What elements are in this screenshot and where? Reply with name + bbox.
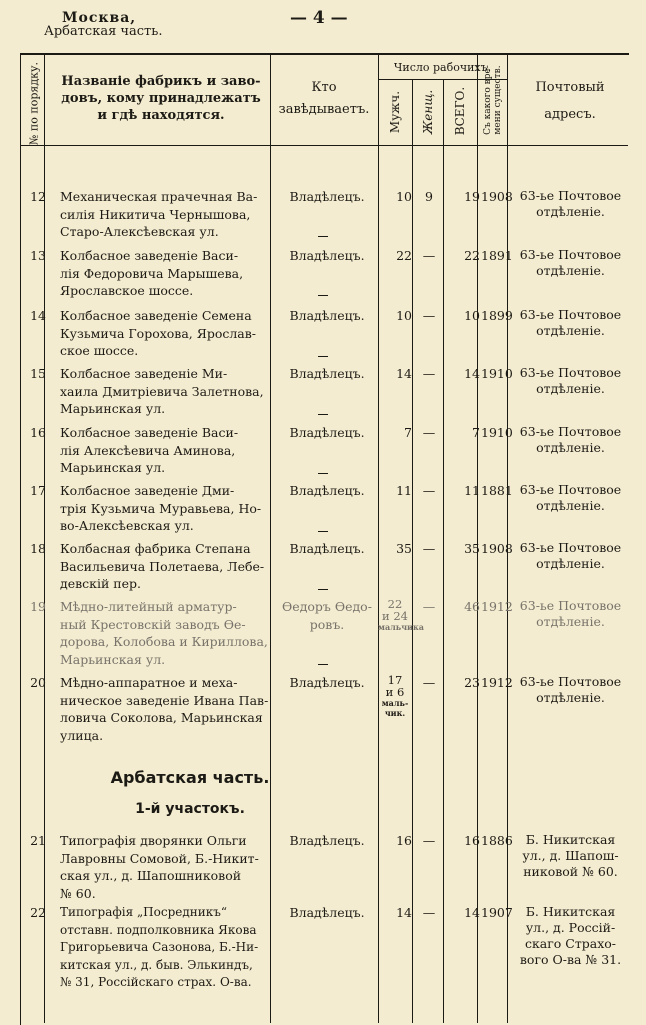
row-number: 12 [30, 189, 46, 204]
manager: Владѣлецъ. [289, 833, 365, 848]
header-city: Москва, [62, 10, 137, 26]
since-year: 1881 [481, 483, 513, 498]
row-number: 13 [30, 248, 46, 263]
total-count: 46 [464, 599, 480, 614]
header-district: Арбатская часть. [44, 24, 163, 39]
men-count: 22 [396, 248, 412, 263]
col-header-women: Женщ. [421, 89, 435, 135]
col-header-address: Почтовый адресъ. [535, 80, 605, 122]
row-dash [318, 414, 328, 415]
row-number: 22 [30, 905, 46, 920]
manager: Владѣлецъ. [289, 425, 365, 440]
since-year: 1910 [481, 425, 513, 440]
women-count: — [422, 366, 436, 381]
since-year: 1907 [481, 905, 513, 920]
men-count: 22 и 24 мальчика [378, 597, 424, 632]
row-dash [318, 236, 328, 237]
men-count: 35 [396, 541, 412, 556]
women-count: — [422, 599, 436, 614]
col-header-no: № по порядку. [27, 62, 41, 145]
factory-name: Колбасное заведеніе Ми- хаила Дмитріевича Залетнова, Марьинская ул. [60, 366, 264, 416]
row-dash [318, 664, 328, 665]
col-header-total: ВСЕГО. [453, 86, 467, 136]
total-count: 14 [464, 905, 480, 920]
men-count: 14 [396, 366, 412, 381]
since-year: 1912 [481, 599, 513, 614]
factory-name: Колбасное заведеніе Васи- лія Федоровича Марышева, Ярославское шоссе. [60, 248, 244, 298]
row-number: 16 [30, 425, 46, 440]
total-count: 16 [464, 833, 480, 848]
factory-name: Колбасное заведеніе Васи- лія Алексѣевича Аминова, Марьинская ул. [60, 425, 239, 475]
row-dash [318, 473, 328, 474]
row-dash [318, 589, 328, 590]
manager: Владѣлецъ. [289, 483, 365, 498]
since-year: 1891 [481, 248, 513, 263]
col-header-name: Названіе фабрикъ и заво- довъ, кому принадлежатъ и гдѣ находятся. [61, 74, 261, 123]
since-year: 1908 [481, 189, 513, 204]
postal-address: Б. Никитская ул., д. Россій- скаго Страхо- вого О-ва № 31. [519, 904, 622, 967]
manager: Владѣлецъ. [289, 248, 365, 263]
men-count: 7 [404, 425, 412, 440]
section-title: Арбатская часть. [110, 768, 270, 787]
factory-name: Колбасное заведеніе Дми- трія Кузьмича Муравьева, Но- во-Алексѣевская ул. [60, 483, 262, 533]
row-number: 20 [30, 675, 46, 690]
total-count: 10 [464, 308, 480, 323]
since-year: 1908 [481, 541, 513, 556]
women-count: — [422, 308, 436, 323]
manager: Владѣлецъ. [289, 541, 365, 556]
postal-address: 63-ье Почтовое отдѣленіе. [519, 188, 622, 219]
factory-name: Типографія „Посредникъ“ отставн. подполковника Якова Григорьевича Сазонова, Б.-Ни- китская ул., д. быв. Элькиндъ, № 31, Россійскаго страх. О-ва. [60, 905, 259, 989]
manager: Владѣлецъ. [289, 308, 365, 323]
row-number: 18 [30, 541, 46, 556]
row-dash [318, 356, 328, 357]
row-number: 21 [30, 833, 46, 848]
manager: Владѣлецъ. [289, 905, 365, 920]
since-year: 1886 [481, 833, 513, 848]
men-count: 16 [396, 833, 412, 848]
postal-address: 63-ье Почтовое отдѣленіе. [519, 424, 622, 455]
postal-address: 63-ье Почтовое отдѣленіе. [519, 598, 622, 629]
since-year: 1912 [481, 675, 513, 690]
col-header-men: Мужч. [388, 90, 402, 134]
factory-name: Механическая прачечная Ва- силія Никитича Чернышова, Старо-Алексѣевская ул. [60, 189, 258, 239]
factory-name: Колбасное заведеніе Семена Кузьмича Горохова, Ярослав- ское шоссе. [60, 308, 257, 358]
women-count: — [422, 541, 436, 556]
postal-address: 63-ье Почтовое отдѣленіе. [519, 365, 622, 396]
women-count: — [422, 905, 436, 920]
row-number: 14 [30, 308, 46, 323]
postal-address: Б. Никитская ул., д. Шапош- никовой № 60. [522, 832, 619, 879]
factory-name: Типографія дворянки Ольги Лавровны Сомовой, Б.-Никит- ская ул., д. Шапошниковой № 60. [60, 833, 259, 901]
col-header-workers: Число рабочихъ. [393, 61, 492, 74]
row-dash [318, 295, 328, 296]
manager: Владѣлецъ. [289, 366, 365, 381]
women-count: 9 [425, 189, 433, 204]
postal-address: 63-ье Почтовое отдѣленіе. [519, 674, 622, 705]
row-number: 17 [30, 483, 46, 498]
postal-address: 63-ье Почтовое отдѣленіе. [519, 482, 622, 513]
header-rule [20, 145, 628, 146]
manager: Владѣлецъ. [289, 675, 365, 690]
factory-name: Мѣдно-литейный арматур- ный Крестовскій заводъ Ѳе- дорова, Колобова и Кириллова, Марьинская ул. [60, 599, 268, 667]
manager: Владѣлецъ. [289, 189, 365, 204]
col-header-kto: Кто завѣдываетъ. [278, 80, 370, 117]
men-count: 17 и 6 маль- чик. [381, 673, 409, 718]
total-count: 14 [464, 366, 480, 381]
factory-name: Мѣдно-аппаратное и меха- ническое заведеніе Ивана Пав- ловича Соколова, Марьинская улица. [60, 675, 269, 743]
postal-address: 63-ье Почтовое отдѣленіе. [519, 247, 622, 278]
total-count: 19 [464, 189, 480, 204]
row-dash [318, 531, 328, 532]
men-count: 10 [396, 189, 412, 204]
row-number: 19 [30, 599, 46, 614]
postal-address: 63-ье Почтовое отдѣленіе. [519, 540, 622, 571]
total-count: 22 [464, 248, 480, 263]
postal-address: 63-ье Почтовое отдѣленіе. [519, 307, 622, 338]
women-count: — [422, 425, 436, 440]
since-year: 1899 [481, 308, 513, 323]
men-count: 10 [396, 308, 412, 323]
section-subtitle: 1-й участокъ. [135, 801, 245, 817]
total-count: 23 [464, 675, 480, 690]
page-number: — 4 — [290, 8, 348, 28]
total-count: 11 [464, 483, 480, 498]
women-count: — [422, 248, 436, 263]
total-count: 35 [464, 541, 480, 556]
factory-name: Колбасная фабрика Степана Васильевича Полетаева, Лебе- девскій пер. [60, 541, 265, 591]
col-header-since: Съ какого вре- мени существ. [483, 65, 503, 135]
row-number: 15 [30, 366, 46, 381]
manager: Ѳедоръ Ѳедо- ровъ. [282, 599, 372, 632]
women-count: — [422, 483, 436, 498]
women-count: — [422, 675, 436, 690]
men-count: 14 [396, 905, 412, 920]
since-year: 1910 [481, 366, 513, 381]
men-count: 11 [396, 483, 412, 498]
total-count: 7 [472, 425, 480, 440]
women-count: — [422, 833, 436, 848]
